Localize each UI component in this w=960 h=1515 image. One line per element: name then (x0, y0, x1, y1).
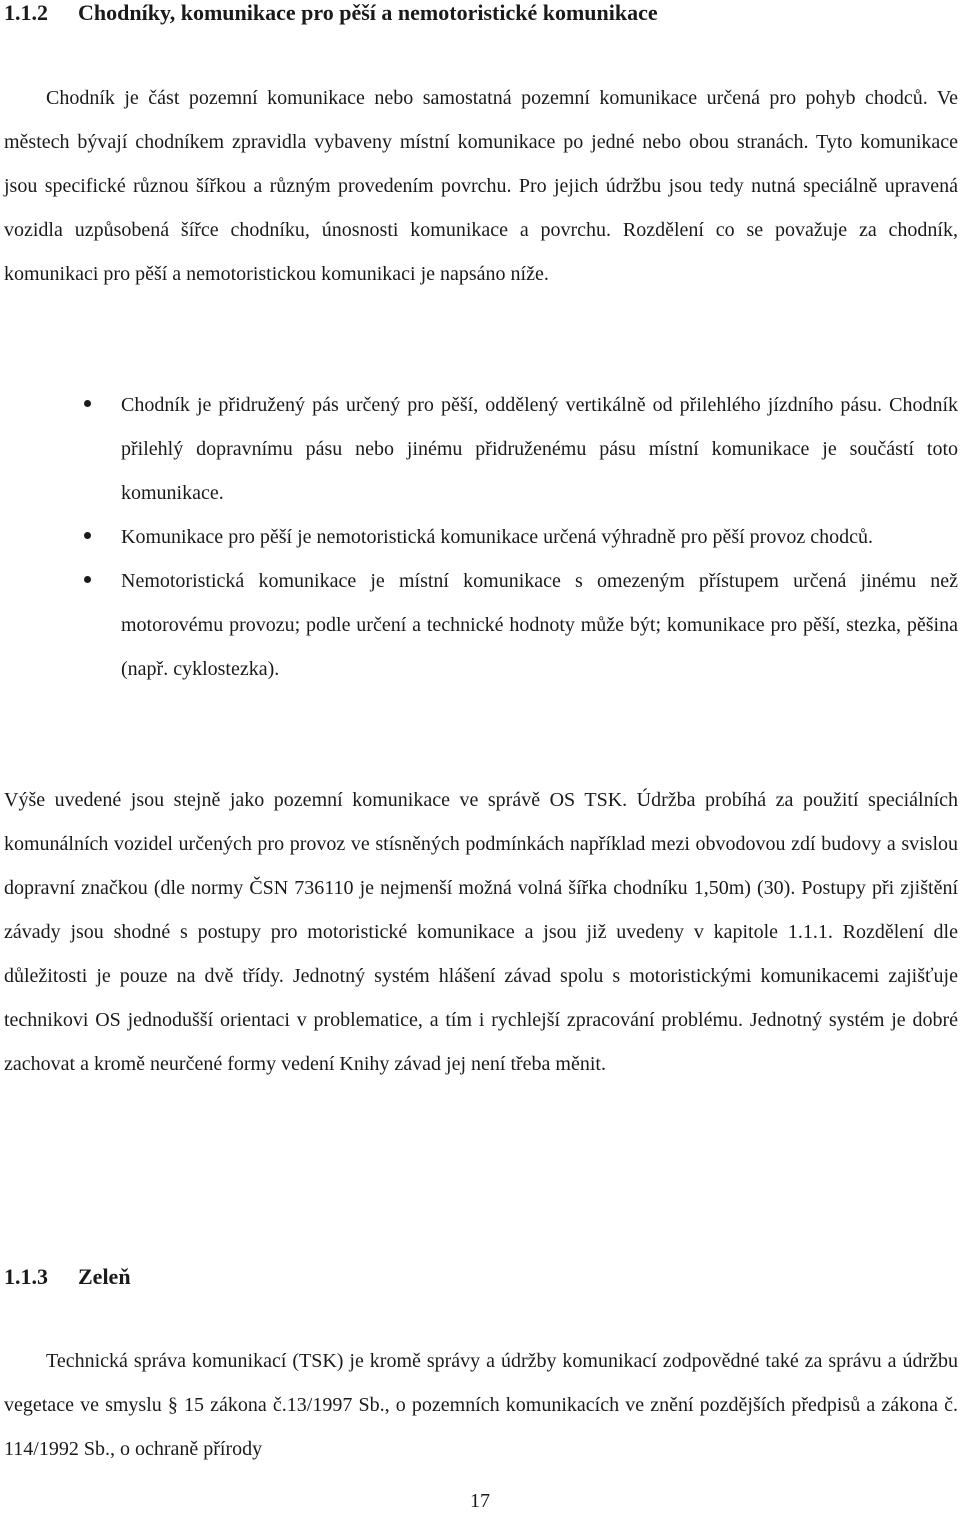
bullet-text: Nemotoristická komunikace je místní komunikace s omezeným přístupem určená jinému než motorovému provozu; podle určení a technické hodnoty může být; komunikace pro pěší, stezka, pěšina (např. cyklostezka). (121, 570, 958, 680)
bullet-text: Chodník je přidružený pás určený pro pěší, oddělený vertikálně od přilehlého jízdního pásu. Chodník přilehlý dopravnímu pásu nebo jinému přidruženému pásu místní komunikace je součástí toto komunikace. (121, 394, 958, 504)
section-heading-1-1-2 (4, 0, 658, 26)
section-number: 1.1.2 (4, 0, 48, 25)
zelen-paragraph: Technická správa komunikací (TSK) je kromě správy a údržby komunikací zodpovědné také za správu a údržbu vegetace ve smyslu § 15 zákona č.13/1997 Sb., o pozemních komunikacích ve znění pozdějších předpisů a zákona č. 114/1992 Sb., o ochraně přírody (4, 1350, 958, 1460)
bullet-icon (84, 532, 91, 539)
bullet-item-nemotoristicka-komunikace (0, 559, 960, 691)
section-title: Chodníky, komunikace pro pěší a nemotoristické komunikace (78, 0, 658, 25)
closing-paragraph: Výše uvedené jsou stejně jako pozemní komunikace ve správě OS TSK. Údržba probíhá za použití speciálních komunálních vozidel určených pro provoz ve stísněných podmínkách například mezi obvodovou zdí budovy a svislou dopravní značkou (dle normy ČSN 736110 je nejmenší možná volná šířka chodníku 1,50m) (30). Postupy při zjištění závady jsou shodné s postupy pro motoristické komunikace a jsou již uvedeny v kapitole 1.1.1. Rozdělení dle důležitosti je pouze na dvě třídy. Jednotný systém hlášení závad spolu s motoristickými komunikacemi zajišťuje technikovi OS jednodušší orientaci v problematice, a tím i rychlejší zpracování problému. Jednotný systém je dobré zachovat a kromě neurčené formy vedení Knihy závad jej není třeba měnit. (4, 789, 958, 1075)
bullet-list (0, 383, 960, 691)
section-heading-1-1-3 (4, 1264, 131, 1290)
intro-paragraph: Chodník je část pozemní komunikace nebo samostatná pozemní komunikace určená pro pohyb chodců. Ve městech bývají chodníkem zpravidla vybaveny místní komunikace po jedné nebo obou stranách. Tyto komunikace jsou specifické různou šířkou a různým provedením povrchu. Pro jejich údržbu jsou tedy nutná speciálně upravená vozidla uzpůsobená šířce chodníku, únosnosti komunikace a povrchu. Rozdělení co se považuje za chodník, komunikaci pro pěší a nemotoristickou komunikaci je napsáno níže. (4, 87, 958, 285)
bullet-icon (84, 576, 91, 583)
section-number: 1.1.3 (4, 1264, 48, 1289)
bullet-item-komunikace-pro-pesi (0, 515, 960, 559)
bullet-item-chodnik (0, 383, 960, 515)
bullet-text: Komunikace pro pěší je nemotoristická komunikace určená výhradně pro pěší provoz chodců. (121, 526, 873, 548)
bullet-icon (84, 400, 91, 407)
section-title: Zeleň (78, 1264, 131, 1289)
page-number: 17 (470, 1490, 490, 1512)
